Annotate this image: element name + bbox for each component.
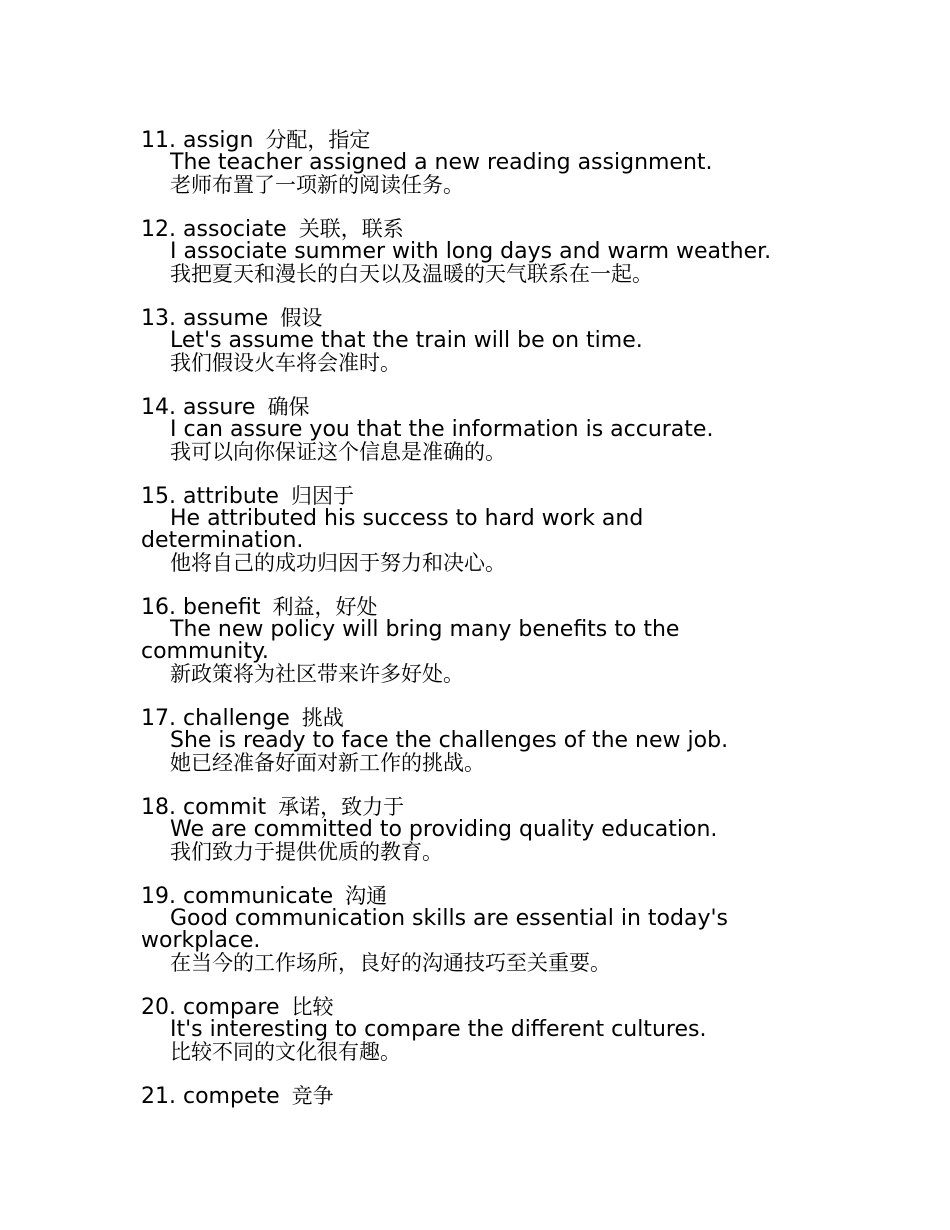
vocab-entry-compete <box>141 1085 781 1108</box>
vocab-entry-associate <box>141 218 781 285</box>
entry-example: Let's assume that the train will be on time. <box>170 328 643 353</box>
vocab-entry-assume <box>141 307 781 374</box>
entry-number: 11. <box>141 128 176 153</box>
entry-word: assume <box>183 306 269 331</box>
vocabulary-list <box>141 129 781 1130</box>
entry-heading <box>141 596 781 619</box>
entry-heading <box>141 796 781 819</box>
entry-word: challenge <box>183 706 290 731</box>
entry-word: compare <box>183 995 280 1020</box>
vocab-entry-challenge <box>141 707 781 774</box>
entry-heading <box>141 707 781 730</box>
entry-meaning: 分配，指定 <box>265 128 371 152</box>
entry-example: I can assure you that the information is accurate. <box>170 417 714 442</box>
vocab-entry-assign <box>141 129 781 196</box>
entry-heading <box>141 396 781 419</box>
entry-translation: 她已经准备好面对新工作的挑战。 <box>170 751 485 775</box>
entry-translation: 新政策将为社区带来许多好处。 <box>170 662 464 686</box>
entry-translation: 在当今的工作场所，良好的沟通技巧至关重要。 <box>170 951 611 975</box>
entry-heading <box>141 129 781 152</box>
entry-example: The teacher assigned a new reading assignment. <box>170 150 713 175</box>
entry-word: assure <box>183 395 256 420</box>
entry-example: I associate summer with long days and warm weather. <box>170 239 772 264</box>
entry-number: 20. <box>141 995 176 1020</box>
entry-meaning: 确保 <box>267 395 310 419</box>
entry-example: He attributed his success to hard work and determination. <box>141 506 644 553</box>
vocab-entry-assure <box>141 396 781 463</box>
entry-heading <box>141 996 781 1019</box>
entry-example: Good communication skills are essential in today's workplace. <box>141 906 728 953</box>
entry-number: 15. <box>141 484 176 509</box>
entry-translation: 我可以向你保证这个信息是准确的。 <box>170 440 506 464</box>
entry-example: The new policy will bring many benefits to the community. <box>141 617 680 664</box>
entry-number: 21. <box>141 1084 176 1109</box>
entry-heading <box>141 485 781 508</box>
entry-meaning: 挑战 <box>301 706 344 730</box>
entry-example: She is ready to face the challenges of the new job. <box>170 728 729 753</box>
entry-number: 12. <box>141 217 176 242</box>
vocab-entry-communicate <box>141 885 781 974</box>
entry-word: assign <box>183 128 254 153</box>
entry-number: 13. <box>141 306 176 331</box>
entry-meaning: 利益，好处 <box>272 595 378 619</box>
entry-translation: 他将自己的成功归因于努力和决心。 <box>170 551 506 575</box>
entry-word: commit <box>183 795 267 820</box>
vocab-entry-benefit <box>141 596 781 685</box>
entry-translation: 我把夏天和漫长的白天以及温暖的天气联系在一起。 <box>170 262 653 286</box>
entry-number: 16. <box>141 595 176 620</box>
entry-number: 18. <box>141 795 176 820</box>
vocab-entry-commit <box>141 796 781 863</box>
entry-meaning: 沟通 <box>345 884 388 908</box>
entry-word: associate <box>183 217 287 242</box>
entry-word: communicate <box>183 884 334 909</box>
entry-meaning: 归因于 <box>290 484 354 508</box>
entry-meaning: 竞争 <box>291 1084 334 1108</box>
entry-translation: 我们假设火车将会准时。 <box>170 351 401 375</box>
entry-word: attribute <box>183 484 279 509</box>
entry-heading <box>141 307 781 330</box>
entry-word: benefit <box>183 595 261 620</box>
entry-meaning: 假设 <box>280 306 323 330</box>
vocab-entry-attribute <box>141 485 781 574</box>
entry-translation: 比较不同的文化很有趣。 <box>170 1040 401 1064</box>
entry-heading <box>141 885 781 908</box>
entry-example: It's interesting to compare the different cultures. <box>170 1017 707 1042</box>
vocab-entry-compare <box>141 996 781 1063</box>
entry-meaning: 比较 <box>291 995 334 1019</box>
entry-heading <box>141 218 781 241</box>
entry-translation: 我们致力于提供优质的教育。 <box>170 840 443 864</box>
entry-heading <box>141 1085 781 1108</box>
entry-meaning: 承诺，致力于 <box>278 795 405 819</box>
entry-translation: 老师布置了一项新的阅读任务。 <box>170 173 464 197</box>
entry-example: We are committed to providing quality education. <box>170 817 718 842</box>
entry-number: 17. <box>141 706 176 731</box>
entry-meaning: 关联，联系 <box>298 217 404 241</box>
entry-number: 19. <box>141 884 176 909</box>
entry-number: 14. <box>141 395 176 420</box>
entry-word: compete <box>183 1084 280 1109</box>
